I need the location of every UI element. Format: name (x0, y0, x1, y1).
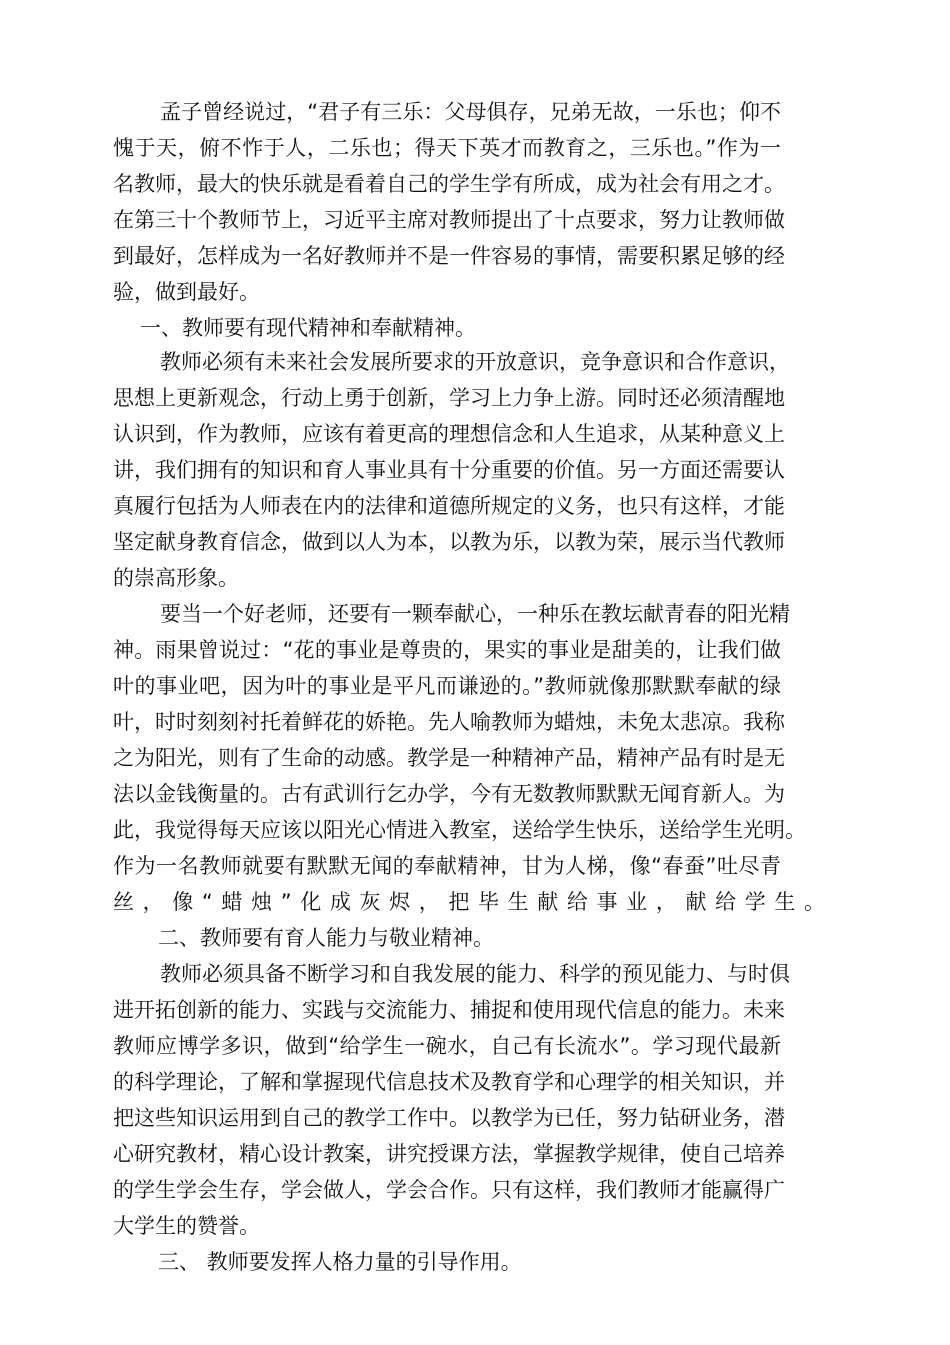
paragraph-line: 叶，时时刻刻衬托着鲜花的娇艳。先人喻教师为蜡烛，未免太悲凉。我称 (113, 710, 785, 734)
paragraph-line: 大学生的赞誉。 (113, 1214, 260, 1238)
paragraph-line: 进开拓创新的能力、实践与交流能力、捕捉和使用现代信息的能力。未来 (113, 998, 785, 1022)
paragraph-line: 教师必须有未来社会发展所要求的开放意识，竞争意识和合作意识， (160, 350, 790, 374)
section-heading: 三、 教师要发挥人格力量的引导作用。 (158, 1250, 522, 1274)
paragraph-line: 名教师，最大的快乐就是看着自己的学生学有所成，成为社会有用之才。 (113, 172, 785, 196)
paragraph-line: 的崇高形象。 (113, 566, 239, 590)
paragraph-line: 到最好，怎样成为一名好教师并不是一件容易的事情，需要积累足够的经 (113, 244, 785, 268)
paragraph-line: 要当一个好老师，还要有一颗奉献心，一种乐在教坛献青春的阳光精 (160, 602, 790, 626)
paragraph-line: 此，我觉得每天应该以阳光心情进入教室，送给学生快乐，送给学生光明。 (113, 818, 806, 842)
paragraph-line: 教师必须具备不断学习和自我发展的能力、科学的预见能力、与时俱 (160, 962, 790, 986)
paragraph-line: 愧于天，俯不怍于人，二乐也；得天下英才而教育之，三乐也。”作为一 (113, 136, 781, 160)
paragraph-line: 教师应博学多识，做到“给学生一碗水，自己有长流水”。学习现代最新 (113, 1034, 781, 1058)
paragraph-line: 在第三十个教师节上，习近平主席对教师提出了十点要求，努力让教师做 (113, 208, 785, 232)
paragraph-line: 真履行包括为人师表在内的法律和道德所规定的义务，也只有这样，才能 (113, 494, 785, 518)
paragraph-line: 叶的事业吧，因为叶的事业是平凡而谦逊的。”教师就像那默默奉献的绿 (113, 674, 781, 698)
paragraph-line: 认识到，作为教师，应该有着更高的理想信念和人生追求，从某种意义上 (113, 422, 785, 446)
paragraph-line: 的学生学会生存，学会做人，学会合作。只有这样，我们教师才能赢得广 (113, 1178, 785, 1202)
paragraph-line: 丝，像“蜡烛”化成灰烬，把毕生献给事业，献给学生。 (113, 890, 825, 914)
paragraph-line: 孟子曾经说过，“君子有三乐：父母俱存，兄弟无故，一乐也；仰不 (160, 100, 781, 124)
paragraph-line: 把这些知识运用到自己的教学工作中。以教学为已任，努力钻研业务，潜 (113, 1106, 785, 1130)
paragraph-line: 验，做到最好。 (113, 280, 260, 304)
paragraph-line: 法以金钱衡量的。古有武训行乞办学，今有无数教师默默无闻育新人。为 (113, 782, 785, 806)
paragraph-line: 心研究教材，精心设计教案，讲究授课方法，掌握教学规律，使自己培养 (113, 1142, 785, 1166)
section-heading: 一、教师要有现代精神和奉献精神。 (140, 316, 476, 340)
paragraph-line: 的科学理论，了解和掌握现代信息技术及教育学和心理学的相关知识，并 (113, 1070, 785, 1094)
paragraph-line: 神。雨果曾说过：“花的事业是尊贵的，果实的事业是甜美的，让我们做 (113, 638, 781, 662)
paragraph-line: 之为阳光，则有了生命的动感。教学是一种精神产品，精神产品有时是无 (113, 746, 785, 770)
paragraph-line: 讲，我们拥有的知识和育人事业具有十分重要的价值。另一方面还需要认 (113, 458, 785, 482)
paragraph-line: 作为一名教师就要有默默无闻的奉献精神，甘为人梯，像“春蚕”吐尽青 (113, 854, 781, 878)
paragraph-line: 思想上更新观念，行动上勇于创新，学习上力争上游。同时还必须清醒地 (113, 386, 785, 410)
section-heading: 二、教师要有育人能力与敬业精神。 (158, 926, 494, 950)
paragraph-line: 坚定献身教育信念，做到以人为本，以教为乐，以教为荣，展示当代教师 (113, 530, 785, 554)
